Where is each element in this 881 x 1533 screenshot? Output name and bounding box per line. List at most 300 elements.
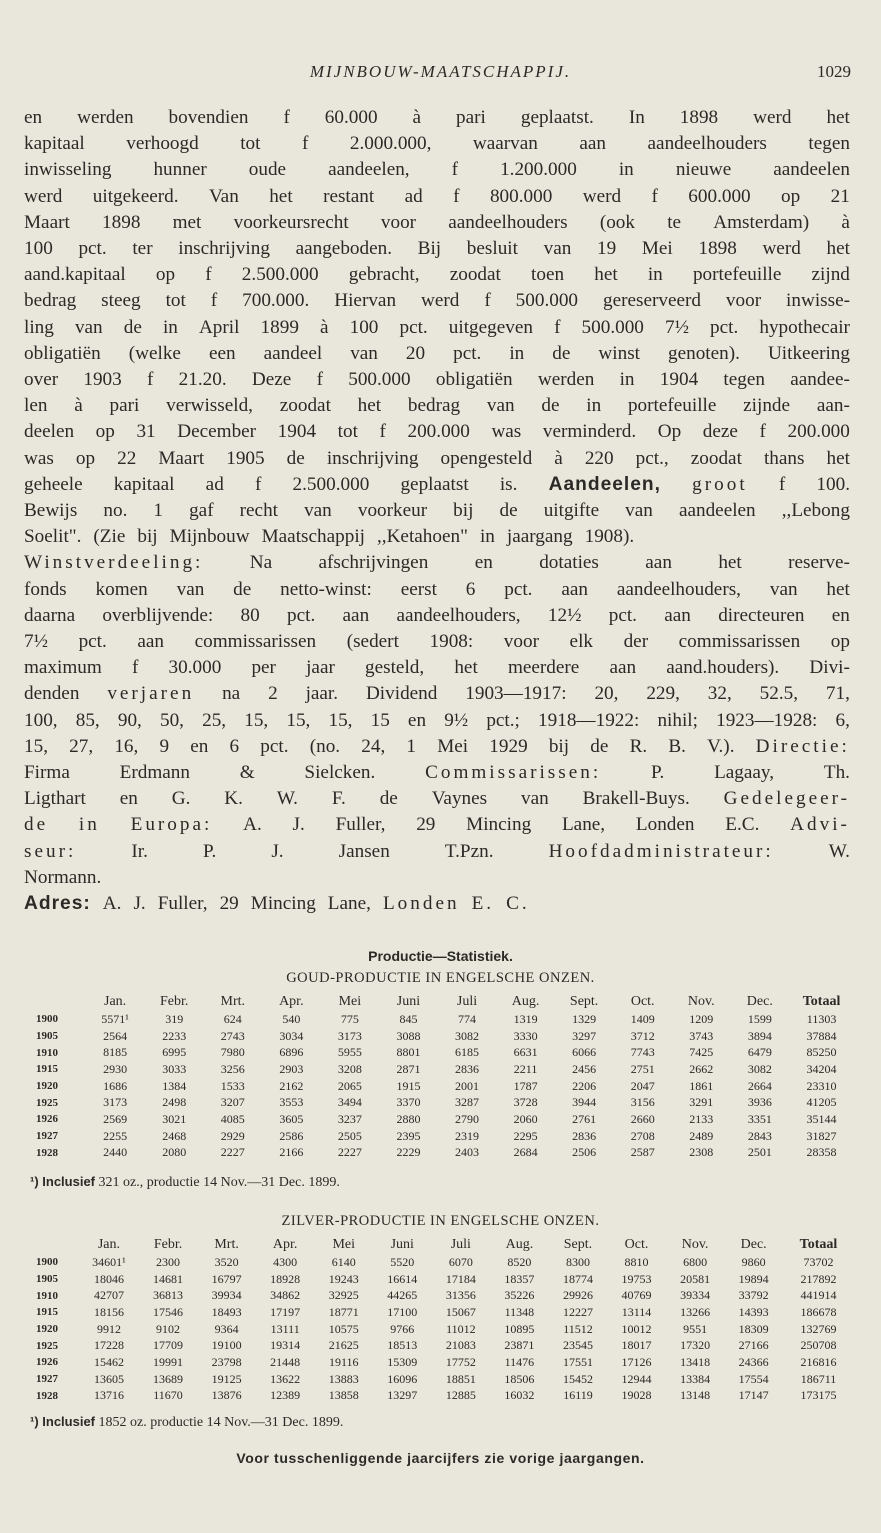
word: de bbox=[590, 735, 609, 757]
table-cell: 3034 bbox=[279, 1028, 304, 1043]
word: aand.houders). bbox=[666, 657, 780, 679]
table-cell: 6066 bbox=[572, 1045, 597, 1060]
column-header bbox=[36, 993, 85, 1011]
text-line bbox=[24, 865, 850, 891]
word: 100 bbox=[349, 316, 379, 338]
table-row bbox=[36, 1371, 854, 1388]
table-cell: 3033 bbox=[162, 1061, 187, 1076]
word: uitgekeerd. bbox=[92, 185, 179, 207]
table-cell: 186678 bbox=[800, 1304, 837, 1319]
column-header: Febr. bbox=[153, 1237, 183, 1252]
word: f bbox=[283, 107, 290, 128]
table-cell: 2836 bbox=[572, 1128, 597, 1143]
word: Mincing bbox=[466, 814, 532, 836]
table-cell: 3743 bbox=[689, 1028, 714, 1043]
word: gesteld, bbox=[365, 657, 425, 679]
word: 60.000 bbox=[324, 107, 378, 128]
word: inschrijving bbox=[326, 447, 419, 469]
word: in bbox=[647, 264, 663, 286]
word: 1903 bbox=[83, 369, 122, 391]
word: en bbox=[831, 604, 850, 626]
word: 2.000.000, bbox=[349, 133, 432, 155]
word: van bbox=[304, 500, 332, 522]
word: directeuren bbox=[718, 604, 805, 626]
table-cell: 216816 bbox=[800, 1354, 837, 1369]
table-cell: 17228 bbox=[93, 1338, 124, 1353]
table-cell: 17320 bbox=[680, 1338, 711, 1353]
word: in bbox=[618, 159, 634, 181]
word: 700.000. bbox=[242, 290, 310, 312]
table-cell: 18493 bbox=[211, 1304, 242, 1319]
table-cell: 1686 bbox=[103, 1078, 128, 1093]
table-cell: 1915 bbox=[396, 1078, 421, 1093]
word: de bbox=[123, 316, 142, 338]
table-cell: 845 bbox=[399, 1011, 418, 1026]
table-cell: 4085 bbox=[220, 1111, 245, 1126]
table-cell: 186711 bbox=[800, 1371, 837, 1386]
table-cell: 2843 bbox=[747, 1128, 772, 1143]
text-line bbox=[24, 891, 850, 917]
word: In bbox=[628, 107, 645, 128]
table-cell: 2162 bbox=[279, 1078, 304, 1093]
table-cell: 3351 bbox=[747, 1111, 772, 1126]
table-cell: 3287 bbox=[455, 1095, 479, 1110]
word: op bbox=[830, 631, 850, 653]
silver-footnote-text: 1852 oz. productie 14 Nov.—31 Dec. 1899. bbox=[98, 1415, 344, 1430]
word: 50, bbox=[159, 709, 184, 731]
table-cell: 2080 bbox=[162, 1145, 187, 1160]
table-cell: 32925 bbox=[328, 1288, 359, 1303]
word: & bbox=[239, 762, 255, 784]
word: dotaties bbox=[539, 552, 599, 574]
word: aan bbox=[664, 604, 691, 626]
word: uitgifte bbox=[543, 500, 600, 522]
table-cell: 3297 bbox=[572, 1028, 597, 1043]
word: T.Pzn. bbox=[444, 840, 494, 862]
table-cell: 10575 bbox=[328, 1321, 359, 1336]
word: aandeelhouders bbox=[448, 211, 568, 233]
table-cell: 19894 bbox=[738, 1271, 769, 1286]
word: recht bbox=[239, 500, 278, 522]
word: de bbox=[379, 788, 398, 810]
table-cell: 2060 bbox=[513, 1111, 538, 1126]
word: 29 bbox=[416, 814, 436, 836]
table-cell: 2662 bbox=[689, 1061, 714, 1076]
year-cell: 1926 bbox=[36, 1113, 58, 1126]
table-cell: 17709 bbox=[153, 1338, 184, 1353]
column-header: Aug. bbox=[505, 1237, 534, 1252]
table-cell: 6800 bbox=[683, 1254, 708, 1269]
word: eerst bbox=[400, 578, 437, 600]
word: van bbox=[486, 395, 515, 417]
word: geheele bbox=[24, 473, 83, 495]
table-cell: 17147 bbox=[738, 1388, 769, 1403]
word: werden bbox=[537, 369, 595, 391]
table-cell: 1787 bbox=[513, 1078, 538, 1093]
table-cell: 18046 bbox=[93, 1271, 124, 1286]
word: bedrag bbox=[24, 290, 77, 312]
word: Aandeelen, bbox=[548, 473, 661, 495]
word: jaar bbox=[306, 657, 335, 679]
word: in bbox=[619, 369, 635, 391]
word: Bij bbox=[417, 238, 442, 260]
word: Gedelegeer- bbox=[723, 788, 850, 810]
table-cell: 2229 bbox=[396, 1145, 421, 1160]
table-cell: 17100 bbox=[387, 1304, 418, 1319]
word: 7½ bbox=[24, 631, 48, 653]
silver-production-table bbox=[36, 1236, 854, 1404]
word: 1923—1928: bbox=[716, 709, 818, 731]
word: Londen bbox=[635, 814, 695, 836]
table-cell: 1319 bbox=[513, 1011, 538, 1026]
table-cell: 3370 bbox=[396, 1095, 421, 1110]
word: jaargang bbox=[506, 526, 573, 548]
word: was bbox=[491, 421, 522, 443]
word: Winstverdeeling: bbox=[24, 552, 204, 574]
company-description bbox=[24, 105, 850, 917]
word: Maart bbox=[24, 211, 70, 233]
word: per bbox=[251, 657, 276, 679]
table-cell: 2206 bbox=[572, 1078, 597, 1093]
silver-footnote bbox=[30, 1414, 343, 1431]
table-cell: 11303 bbox=[806, 1011, 837, 1026]
word: B. bbox=[668, 735, 686, 757]
table-cell: 132769 bbox=[800, 1321, 837, 1336]
word: A. bbox=[102, 893, 122, 915]
word: 1898 bbox=[679, 107, 719, 128]
word: aan bbox=[645, 552, 672, 574]
word: aangeboden. bbox=[295, 238, 393, 260]
word: meerdere bbox=[507, 657, 580, 679]
word: ,,Lebong bbox=[781, 500, 850, 522]
gold-production-table bbox=[36, 993, 854, 1161]
table-cell: 5571¹ bbox=[101, 1011, 129, 1026]
text-line bbox=[24, 550, 850, 576]
word: Divi- bbox=[809, 657, 850, 679]
table-cell: 33792 bbox=[738, 1288, 769, 1303]
table-cell: 2836 bbox=[455, 1061, 479, 1076]
table-cell: 11476 bbox=[504, 1354, 535, 1369]
word: het bbox=[718, 552, 742, 574]
word: f bbox=[316, 369, 323, 391]
word: van bbox=[521, 788, 549, 810]
table-cell: 3207 bbox=[220, 1095, 245, 1110]
word: 1904 bbox=[277, 421, 317, 443]
table-cell: 9551 bbox=[683, 1321, 708, 1336]
word: ad bbox=[205, 473, 224, 495]
word: pct., bbox=[635, 447, 669, 469]
word: Normann. bbox=[24, 866, 102, 888]
word: Maart bbox=[158, 447, 205, 469]
word: K. bbox=[224, 788, 243, 810]
word: besluit bbox=[466, 238, 518, 260]
table-cell: 12944 bbox=[621, 1371, 652, 1386]
word: in bbox=[479, 526, 495, 548]
word: inwisse- bbox=[786, 290, 850, 312]
word: commissarissen bbox=[194, 631, 317, 653]
word: A. bbox=[243, 814, 262, 836]
column-header: Apr. bbox=[279, 994, 304, 1009]
column-header: Oct. bbox=[624, 1237, 649, 1252]
word: December bbox=[177, 421, 257, 443]
gold-footnote-text: 321 oz., productie 14 Nov.—31 Dec. 1899. bbox=[98, 1175, 340, 1190]
text-line bbox=[24, 839, 850, 865]
word: J. bbox=[292, 814, 305, 836]
column-header: Juni bbox=[396, 994, 421, 1009]
word: van bbox=[350, 342, 378, 364]
word: gereserveerd bbox=[602, 290, 701, 312]
word: aan bbox=[561, 578, 588, 600]
table-cell: 12885 bbox=[445, 1388, 476, 1403]
word: 6, bbox=[835, 709, 850, 731]
word: Dividend bbox=[365, 683, 438, 705]
word: Op bbox=[657, 421, 682, 443]
word: Commissarissen: bbox=[425, 762, 602, 784]
table-cell: 6185 bbox=[455, 1045, 479, 1060]
word: zoodat bbox=[279, 395, 331, 417]
gold-footnote bbox=[30, 1174, 340, 1191]
table-row bbox=[36, 1078, 854, 1095]
table-cell: 16797 bbox=[211, 1271, 242, 1286]
column-header: Apr. bbox=[272, 1237, 298, 1252]
word: aan bbox=[609, 657, 637, 679]
word: Maatschappij bbox=[261, 526, 365, 548]
word: f bbox=[453, 185, 460, 207]
year-cell: 1920 bbox=[36, 1323, 58, 1336]
word: denden bbox=[24, 683, 80, 705]
table-cell: 3173 bbox=[103, 1095, 128, 1110]
table-cell: 19753 bbox=[621, 1271, 652, 1286]
table-row bbox=[36, 1011, 854, 1028]
table-cell: 27166 bbox=[738, 1338, 769, 1353]
word: 1903—1917: bbox=[465, 683, 567, 705]
word: van bbox=[74, 316, 103, 338]
text-line bbox=[24, 341, 850, 367]
text-line bbox=[24, 655, 850, 681]
word: ad bbox=[404, 185, 423, 207]
table-cell: 39334 bbox=[680, 1288, 711, 1303]
text-line bbox=[24, 760, 850, 786]
word: 1.200.000 bbox=[500, 159, 577, 181]
word: Europa: bbox=[130, 814, 213, 836]
table-cell: 37884 bbox=[806, 1028, 837, 1043]
table-cell: 3208 bbox=[337, 1061, 362, 1076]
word: komen bbox=[95, 578, 148, 600]
word: 1918—1922: bbox=[538, 709, 640, 731]
word: f bbox=[759, 421, 766, 443]
word: W. bbox=[828, 840, 850, 862]
table-cell: 23871 bbox=[504, 1338, 535, 1353]
word: aan- bbox=[816, 395, 850, 417]
word: op bbox=[95, 421, 115, 443]
year-cell: 1915 bbox=[36, 1063, 58, 1076]
word: pct. bbox=[453, 342, 482, 364]
word: 2.500.000 bbox=[241, 264, 319, 286]
table-cell: 250708 bbox=[800, 1338, 837, 1353]
table-cell: 2761 bbox=[572, 1111, 597, 1126]
word: 6 bbox=[229, 735, 240, 757]
table-cell: 18309 bbox=[738, 1321, 769, 1336]
word: pari bbox=[109, 395, 140, 417]
word: inschrijving bbox=[178, 238, 270, 260]
word: pct. bbox=[260, 735, 289, 757]
table-cell: 2586 bbox=[279, 1128, 304, 1143]
word: de bbox=[286, 447, 305, 469]
word: in bbox=[78, 814, 100, 836]
word: het bbox=[594, 264, 618, 286]
table-cell: 3021 bbox=[162, 1111, 187, 1126]
word: 1 bbox=[153, 500, 164, 522]
word: (welke bbox=[128, 342, 181, 364]
word: werden bbox=[77, 107, 134, 128]
table-cell: 12227 bbox=[562, 1304, 593, 1319]
word: 200.000 bbox=[787, 421, 850, 443]
table-cell: 21625 bbox=[328, 1338, 359, 1353]
word: het bbox=[826, 107, 850, 128]
word: 21.20. bbox=[178, 369, 227, 391]
table-cell: 6896 bbox=[279, 1045, 304, 1060]
word: tot bbox=[165, 290, 186, 312]
column-header: Mei bbox=[338, 994, 362, 1009]
word: J. bbox=[133, 893, 146, 915]
word: en bbox=[190, 735, 209, 757]
text-line bbox=[24, 681, 850, 707]
word: en bbox=[474, 552, 493, 574]
table-cell: 13266 bbox=[680, 1304, 711, 1319]
table-cell: 2664 bbox=[747, 1078, 772, 1093]
table-cell: 13605 bbox=[93, 1371, 124, 1386]
word: 31 bbox=[136, 421, 156, 443]
table-cell: 18851 bbox=[445, 1371, 476, 1386]
word: Ir. bbox=[131, 840, 148, 862]
table-cell: 17184 bbox=[445, 1271, 476, 1286]
year-cell: 1905 bbox=[36, 1030, 58, 1043]
word: aandeel bbox=[263, 342, 323, 364]
table-cell: 13148 bbox=[680, 1388, 711, 1403]
word: E.C. bbox=[725, 814, 760, 836]
table-row bbox=[36, 1287, 854, 1304]
word: zoodat bbox=[449, 264, 501, 286]
table-cell: 2456 bbox=[572, 1061, 597, 1076]
year-cell: 1910 bbox=[36, 1046, 58, 1059]
word: commissarissen bbox=[678, 631, 801, 653]
word: kapitaal bbox=[24, 133, 85, 155]
word: pct. bbox=[504, 578, 533, 600]
word: 6 bbox=[465, 578, 476, 600]
page-number: 1029 bbox=[817, 62, 851, 81]
word: aan bbox=[342, 604, 370, 626]
column-header: Totaal bbox=[799, 1237, 838, 1252]
word: verjaren bbox=[107, 683, 195, 705]
table-cell: 35226 bbox=[504, 1288, 535, 1303]
table-cell: 15067 bbox=[445, 1304, 476, 1319]
table-cell: 40769 bbox=[621, 1288, 652, 1303]
table-cell: 23798 bbox=[211, 1354, 242, 1369]
table-cell: 9102 bbox=[156, 1321, 181, 1336]
word: is. bbox=[499, 473, 518, 495]
table-cell: 2403 bbox=[455, 1145, 479, 1160]
word: te bbox=[667, 211, 682, 233]
year-cell: 1900 bbox=[36, 1013, 58, 1026]
word: 16, bbox=[114, 735, 139, 757]
year-cell: 1926 bbox=[36, 1356, 58, 1369]
table-row bbox=[36, 1044, 854, 1061]
table-cell: 2047 bbox=[630, 1078, 655, 1093]
word: à bbox=[412, 107, 422, 128]
word: pct. bbox=[608, 604, 637, 626]
table-cell: 24366 bbox=[738, 1354, 769, 1369]
word: Lagaay, bbox=[714, 762, 775, 784]
table-row bbox=[36, 1145, 854, 1162]
word: 15, bbox=[244, 709, 269, 731]
running-head bbox=[0, 60, 881, 88]
table-cell: 1329 bbox=[572, 1011, 597, 1026]
column-header: Juli bbox=[456, 994, 478, 1009]
table-cell: 12389 bbox=[270, 1388, 301, 1403]
table-cell: 2505 bbox=[337, 1128, 362, 1143]
table-cell: 2871 bbox=[396, 1061, 421, 1076]
word: toen bbox=[531, 264, 565, 286]
word: pct. bbox=[287, 604, 316, 626]
table-cell: 2501 bbox=[747, 1145, 772, 1160]
word: portefeuille bbox=[692, 264, 782, 286]
text-line bbox=[24, 603, 850, 629]
column-header: Oct. bbox=[630, 994, 655, 1009]
word: bij bbox=[137, 526, 158, 548]
table-cell: 217892 bbox=[800, 1271, 837, 1286]
word: restant bbox=[323, 185, 375, 207]
table-cell: 35144 bbox=[806, 1111, 837, 1126]
silver-table-title: ZILVER-PRODUCTIE IN ENGELSCHE ONZEN. bbox=[281, 1213, 600, 1229]
table-cell: 3712 bbox=[630, 1028, 655, 1043]
word: Brakell-Buys. bbox=[582, 788, 690, 810]
column-header: Nov. bbox=[687, 994, 715, 1009]
table-cell: 34862 bbox=[270, 1288, 301, 1303]
word: zijnd bbox=[811, 264, 850, 286]
word: afschrijvingen bbox=[318, 552, 429, 574]
word: P. bbox=[202, 840, 217, 862]
word: bovendien bbox=[168, 107, 249, 128]
word: de bbox=[499, 500, 518, 522]
year-cell: 1915 bbox=[36, 1306, 58, 1319]
text-line bbox=[24, 472, 850, 498]
table-cell: 8520 bbox=[507, 1254, 532, 1269]
table-cell: 19100 bbox=[211, 1338, 242, 1353]
word: aandeelhouders, bbox=[396, 604, 521, 626]
table-cell: 3330 bbox=[513, 1028, 538, 1043]
word: na bbox=[222, 683, 241, 705]
word: werd bbox=[24, 185, 63, 207]
table-cell: 28358 bbox=[806, 1145, 837, 1160]
word: op bbox=[781, 185, 801, 207]
table-cell: 2001 bbox=[455, 1078, 479, 1093]
text-line bbox=[24, 184, 850, 210]
table-cell: 19028 bbox=[621, 1388, 652, 1403]
word: inwisseling bbox=[24, 159, 112, 181]
table-cell: 13876 bbox=[211, 1388, 242, 1403]
word: 7½ bbox=[664, 316, 689, 338]
table-cell: 21448 bbox=[270, 1354, 301, 1369]
word: (sedert bbox=[346, 631, 399, 653]
table-cell: 2440 bbox=[103, 1145, 128, 1160]
word: en bbox=[24, 107, 43, 128]
text-line bbox=[24, 315, 850, 341]
table-cell: 3520 bbox=[214, 1254, 239, 1269]
word: 2 bbox=[268, 683, 278, 705]
word: Lane, bbox=[327, 893, 371, 915]
table-cell: 17752 bbox=[445, 1354, 476, 1369]
word: 25, bbox=[202, 709, 227, 731]
